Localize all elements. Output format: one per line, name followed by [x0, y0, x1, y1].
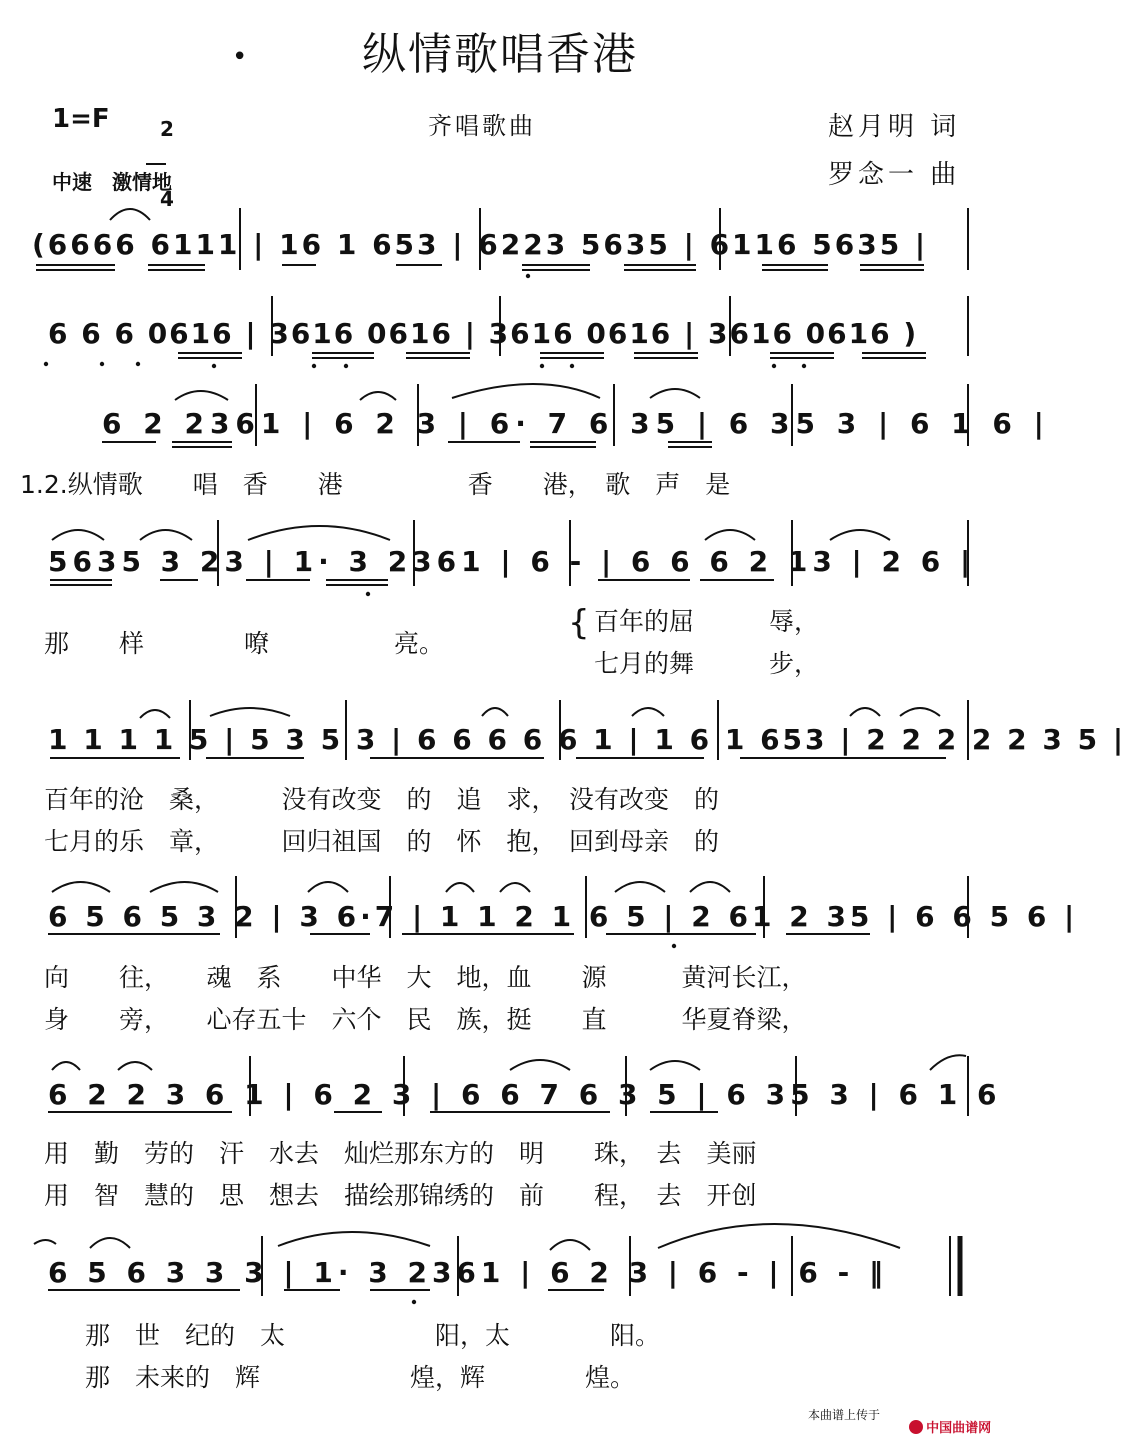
tempo-marking: 中速 激情地 — [52, 170, 172, 194]
system-3-lyrics: 1.2.纵情歌 唱 香 港 香 港， 歌 声 是 — [20, 470, 731, 499]
system-2-notes: 6 6 6 0616 | 3616 0616 | 3616 0616 | 3616 0616 ) — [48, 317, 919, 350]
slur — [110, 209, 150, 220]
slur — [150, 882, 218, 892]
system-4-verse2: 七月的舞 步， — [594, 649, 820, 678]
meter-top: 2 — [159, 117, 174, 141]
system-5-notes: 1 1 1 1 5 | 5 3 5 3 | 6 6 6 6 6 1 | 1 6 1 653 | 2 2 2 2 2 3 5 | — [48, 723, 1126, 756]
system-5-lyrics-2: 七月的乐 章， 回归祖国 的 怀 抱， 回到母亲 的 — [44, 827, 720, 856]
slur — [900, 708, 940, 716]
slur — [850, 708, 880, 716]
slur — [650, 389, 700, 398]
system-6-lyrics-1: 向 往， 魂 系 中华 大 地，血 源 黄河长江， — [44, 963, 807, 992]
slur — [510, 1060, 570, 1070]
slur — [632, 708, 664, 716]
slur — [52, 1062, 80, 1070]
slur — [615, 882, 665, 892]
slur — [175, 391, 228, 400]
system-4-verse1: 百年的屈 辱， — [594, 607, 820, 636]
slur — [90, 1238, 130, 1248]
site-logo-text: 中国曲谱网 — [926, 1421, 992, 1436]
slur — [248, 526, 390, 540]
system-8-notes: 6 5 6 3 3 3 | 1· 3 2361 | 6 2 3 | 6 - | 6 - ‖ — [48, 1256, 888, 1289]
slur — [658, 1224, 900, 1248]
system-3-notes: 6 2 2361 | 6 2 3 | 6· 7 6 35 | 6 35 3 | 6 1 6 | — [102, 407, 1050, 440]
slur — [650, 1061, 700, 1070]
slur — [118, 1062, 152, 1070]
slur — [140, 710, 170, 718]
slur — [140, 530, 192, 540]
slur — [52, 882, 110, 892]
system-8-lyrics-1: 那 世 纪的 太 阳，太 阳。 — [60, 1321, 661, 1350]
slur — [705, 530, 755, 540]
system-5-lyrics-1: 百年的沧 桑， 没有改变 的 追 求， 没有改变 的 — [44, 785, 720, 814]
system-6-notes: 6 5 6 5 3 2 | 3 6·7 | 1 1 2 1 6 5 | 2 61 2 35 | 6 6 5 6 | — [48, 900, 1079, 933]
slur — [500, 883, 530, 892]
slur — [52, 530, 104, 540]
system-6-lyrics-2: 身 旁， 心存五十 六个 民 族，挺 直 华夏脊梁， — [44, 1005, 807, 1034]
slur — [34, 1240, 56, 1244]
slur — [482, 708, 508, 716]
slur — [210, 708, 290, 716]
slur — [452, 384, 600, 398]
slur — [360, 392, 396, 400]
slur — [278, 1232, 430, 1246]
slur — [550, 1240, 590, 1250]
meter-bottom: 4 — [159, 187, 174, 211]
genre-label: 齐唱歌曲 — [428, 112, 536, 140]
slur — [830, 530, 890, 540]
system-7-notes: 6 2 2 3 6 1 | 6 2 3 | 6 6 7 6 3 5 | 6 35 3 | 6 1 6 — [48, 1078, 1002, 1111]
system-1-notes: (6666 6111 | 16 1 653 | 6223 5635 | 6116 5635 | — [32, 228, 929, 261]
system-8-lyrics-2: 那 未来的 辉 煌，辉 煌。 — [60, 1363, 636, 1392]
system-4-lyrics: 那 样 嘹 亮。 — [44, 629, 445, 658]
system-7-lyrics-2: 用 智 慧的 思 想去 描绘那锦绣的 前 程， 去 开创 — [44, 1181, 757, 1210]
upload-note: 本曲谱上传于 — [808, 1408, 881, 1422]
site-logo-icon — [909, 1420, 923, 1434]
site-logo — [900, 1402, 992, 1436]
slur — [690, 882, 730, 892]
verse-brace: { — [568, 603, 590, 643]
system-7-lyrics-1: 用 勤 劳的 汗 水去 灿烂那东方的 明 珠， 去 美丽 — [44, 1139, 757, 1168]
slur — [308, 882, 348, 892]
system-4-notes: 5635 3 23 | 1· 3 2361 | 6 - | 6 6 6 2 13 | 2 6 | — [48, 545, 976, 578]
lyricist-credit: 赵月明 词 — [828, 112, 961, 142]
key-signature: 1=F — [52, 104, 110, 134]
slur — [446, 883, 474, 892]
page-title: 纵情歌唱香港 — [362, 29, 638, 80]
slur — [930, 1055, 966, 1070]
composer-credit: 罗念一 曲 — [828, 160, 961, 190]
decorative-dot: • — [232, 42, 248, 72]
